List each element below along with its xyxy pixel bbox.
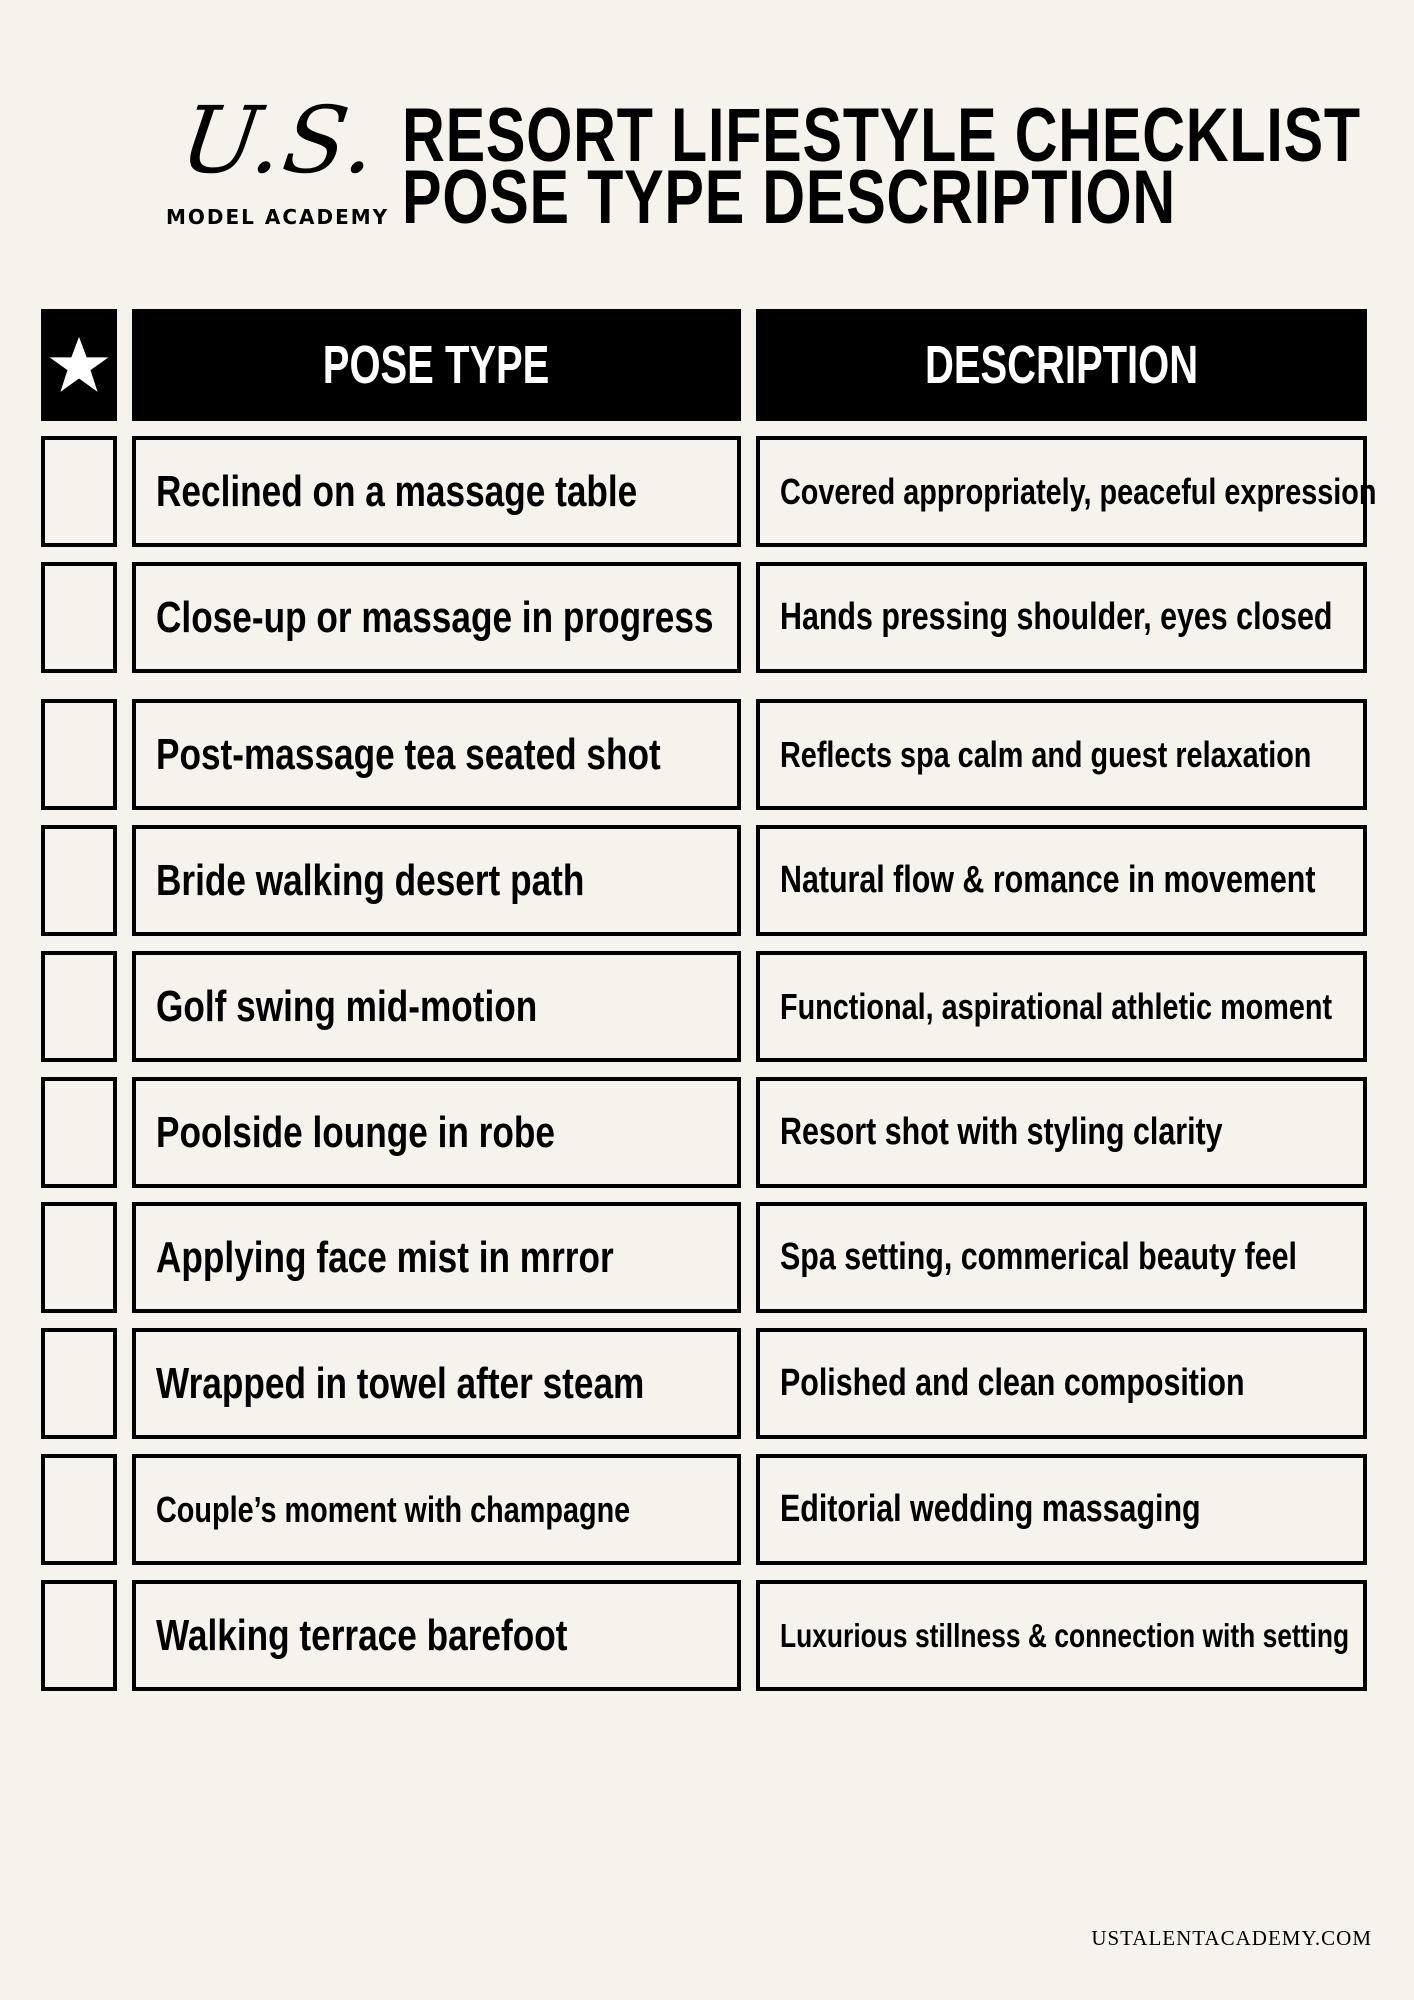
pose-text: Poolside lounge in robe [156, 1107, 555, 1157]
pose-text: Applying face mist in mrror [156, 1232, 614, 1282]
page-subtitle: POSE TYPE DESCRIPTION [402, 155, 1177, 240]
pose-cell [132, 951, 741, 1062]
description-text: Functional, aspirational athletic moment [780, 985, 1333, 1027]
pose-cell [132, 1077, 741, 1188]
row-checkbox[interactable] [41, 825, 117, 936]
description-cell [756, 699, 1367, 810]
logo-script: U.S. [174, 87, 385, 194]
description-cell [756, 1077, 1367, 1188]
description-text: Polished and clean composition [780, 1362, 1245, 1404]
pose-text: Wrapped in towel after steam [156, 1358, 645, 1408]
row-checkbox[interactable] [41, 1328, 117, 1439]
header-pose-type-label: POSE TYPE [323, 335, 550, 395]
pose-text: Close-up or massage in progress [156, 592, 714, 642]
description-cell [756, 1328, 1367, 1439]
pose-cell [132, 1454, 741, 1565]
pose-cell [132, 1328, 741, 1439]
pose-text: Walking terrace barefoot [156, 1610, 568, 1660]
header-description-label: DESCRIPTION [924, 335, 1199, 395]
logo-subtitle: MODEL ACADEMY [166, 205, 390, 229]
footer-url[interactable]: USTALENTACADEMY.COM [1091, 1926, 1372, 1950]
row-checkbox[interactable] [41, 1580, 117, 1691]
pose-text: Post-massage tea seated shot [156, 729, 661, 779]
row-checkbox[interactable] [41, 1077, 117, 1188]
header-star-cell [41, 309, 117, 421]
pose-text: Reclined on a massage table [156, 466, 638, 516]
pose-cell [132, 562, 741, 673]
description-cell [756, 1580, 1367, 1691]
description-cell [756, 562, 1367, 673]
row-checkbox[interactable] [41, 1202, 117, 1313]
description-text: Spa setting, commerical beauty feel [780, 1236, 1297, 1278]
header-pose-type [132, 309, 741, 421]
description-text: Hands pressing shoulder, eyes closed [780, 596, 1333, 638]
pose-cell [132, 825, 741, 936]
description-cell [756, 1454, 1367, 1565]
description-text: Natural flow & romance in movement [780, 859, 1316, 901]
pose-cell [132, 436, 741, 547]
pose-cell [132, 1580, 741, 1691]
row-checkbox[interactable] [41, 562, 117, 673]
pose-text: Couple’s moment with champagne [156, 1488, 631, 1530]
star-icon [47, 333, 111, 397]
description-text: Covered appropriately, peaceful expression [780, 470, 1377, 512]
row-checkbox[interactable] [41, 951, 117, 1062]
row-checkbox[interactable] [41, 699, 117, 810]
pose-text: Bride walking desert path [156, 855, 585, 905]
description-text: Editorial wedding massaging [780, 1488, 1201, 1530]
row-checkbox[interactable] [41, 1454, 117, 1565]
page-title: RESORT LIFESTYLE CHECKLIST [402, 93, 1361, 178]
description-text: Luxurious stillness & connection with setting [780, 1616, 1350, 1654]
pose-cell [132, 699, 741, 810]
description-text: Resort shot with styling clarity [780, 1111, 1223, 1153]
description-text: Reflects spa calm and guest relaxation [780, 733, 1312, 775]
row-checkbox[interactable] [41, 436, 117, 547]
description-cell [756, 436, 1377, 547]
pose-text: Golf swing mid-motion [156, 981, 538, 1031]
header-description [756, 309, 1367, 421]
description-cell [756, 951, 1367, 1062]
description-cell [756, 825, 1367, 936]
pose-cell [132, 1202, 741, 1313]
academy-logo [160, 87, 400, 235]
description-cell [756, 1202, 1367, 1313]
